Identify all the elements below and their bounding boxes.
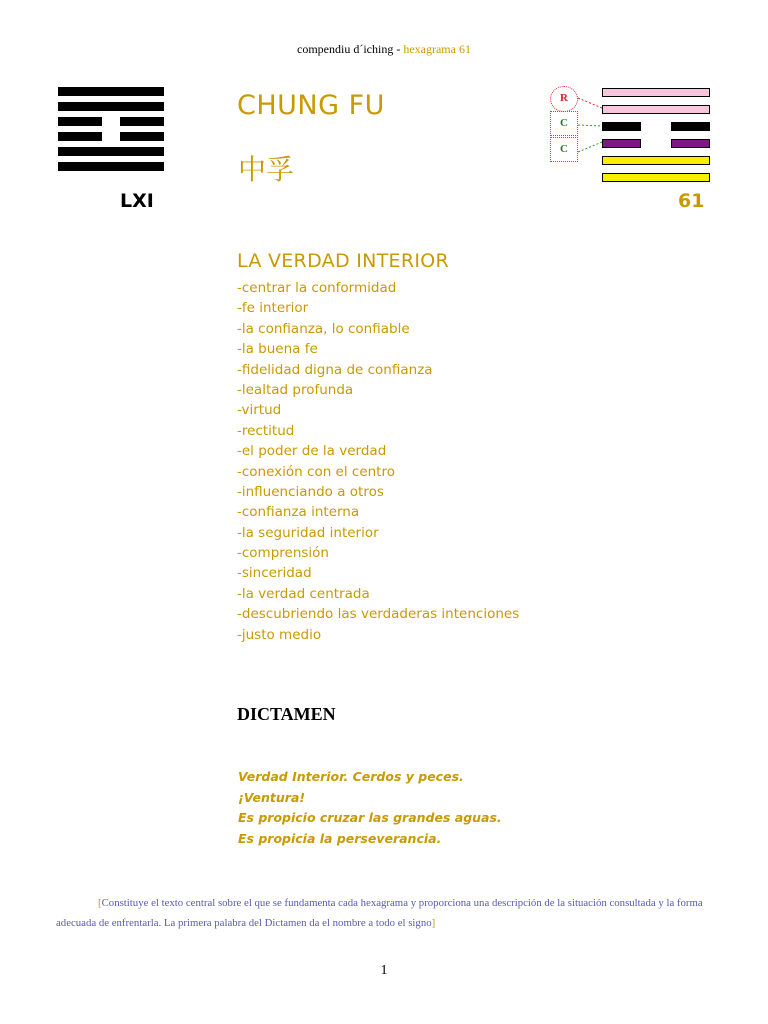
note-text: Constituye el texto central sobre el que se fundamenta cada hexagrama y proporciona una descripción de la situación consultada y la forma adecuada de enfrentarla. La primera palabra del Dictamen da el nombre a todo el signo bbox=[56, 897, 703, 929]
list-item: -la seguridad interior bbox=[237, 524, 379, 541]
note-open-bracket: [ bbox=[98, 897, 102, 909]
colored-line-black-broken bbox=[602, 122, 710, 131]
colored-line-pink bbox=[602, 105, 710, 114]
list-item: -el poder de la verdad bbox=[237, 443, 387, 460]
list-item: -comprensión bbox=[237, 545, 329, 562]
list-item: -fe interior bbox=[237, 300, 309, 317]
list-item: -virtud bbox=[237, 402, 282, 419]
dictamen-line: Verdad Interior. Cerdos y peces. bbox=[238, 769, 464, 784]
dictamen-heading: DICTAMEN bbox=[237, 704, 336, 724]
colored-line-pink bbox=[602, 88, 710, 97]
list-item: -centrar la conformidad bbox=[237, 280, 397, 296]
dictamen-line: Es propicio cruzar las grandes aguas. bbox=[238, 810, 502, 825]
dictamen-line: ¡Ventura! bbox=[238, 789, 306, 805]
hexagram-title: CHUNG FU bbox=[237, 90, 385, 121]
page-number: 1 bbox=[380, 963, 388, 978]
list-item: -la verdad centrada bbox=[237, 585, 370, 602]
list-item: -sinceridad bbox=[237, 565, 312, 582]
marker-c: C bbox=[550, 137, 578, 162]
colored-line-yellow bbox=[602, 173, 710, 182]
marker-c: C bbox=[550, 111, 578, 136]
list-item: -fidelidad digna de confianza bbox=[237, 361, 433, 378]
chinese-characters: 中孚 bbox=[238, 153, 295, 186]
roman-numeral: LXI bbox=[120, 190, 154, 212]
list-item: -descubriendo las verdaderas intenciones bbox=[237, 606, 520, 623]
note-close-bracket: ] bbox=[431, 917, 436, 929]
list-item: -confianza interna bbox=[237, 504, 360, 521]
explanatory-note bbox=[56, 893, 716, 933]
hexagram-number: 61 bbox=[678, 190, 705, 212]
colored-hexagram bbox=[602, 88, 710, 190]
header-hexagram-label: hexagrama 61 bbox=[403, 42, 471, 56]
list-item: -conexión con el centro bbox=[237, 463, 395, 480]
list-item: -lealtad profunda bbox=[237, 381, 354, 398]
dictamen-line: Es propicia la perseverancia. bbox=[238, 830, 442, 846]
list-item: -la confianza, lo confiable bbox=[237, 320, 410, 337]
hexagram-line-solid bbox=[58, 102, 164, 111]
hexagram-line-broken bbox=[58, 132, 164, 141]
hexagram-figure bbox=[58, 87, 164, 177]
hexagram-line-solid bbox=[58, 87, 164, 96]
list-item: -influenciando a otros bbox=[237, 483, 384, 500]
list-item: -justo medio bbox=[237, 626, 322, 643]
header-prefix: compendiu d´iching - bbox=[297, 42, 404, 56]
hexagram-line-solid bbox=[58, 147, 164, 156]
page-header bbox=[0, 42, 768, 57]
section-subtitle: LA VERDAD INTERIOR bbox=[237, 250, 450, 272]
list-item: -rectitud bbox=[237, 422, 295, 439]
list-item: -la buena fe bbox=[237, 341, 318, 358]
attribute-list bbox=[237, 278, 519, 645]
colored-line-yellow bbox=[602, 156, 710, 165]
marker-r: R bbox=[550, 86, 578, 112]
dictamen-text bbox=[238, 767, 502, 849]
colored-line-purple-broken bbox=[602, 139, 710, 148]
hexagram-line-solid bbox=[58, 162, 164, 171]
hexagram-line-broken bbox=[58, 117, 164, 126]
